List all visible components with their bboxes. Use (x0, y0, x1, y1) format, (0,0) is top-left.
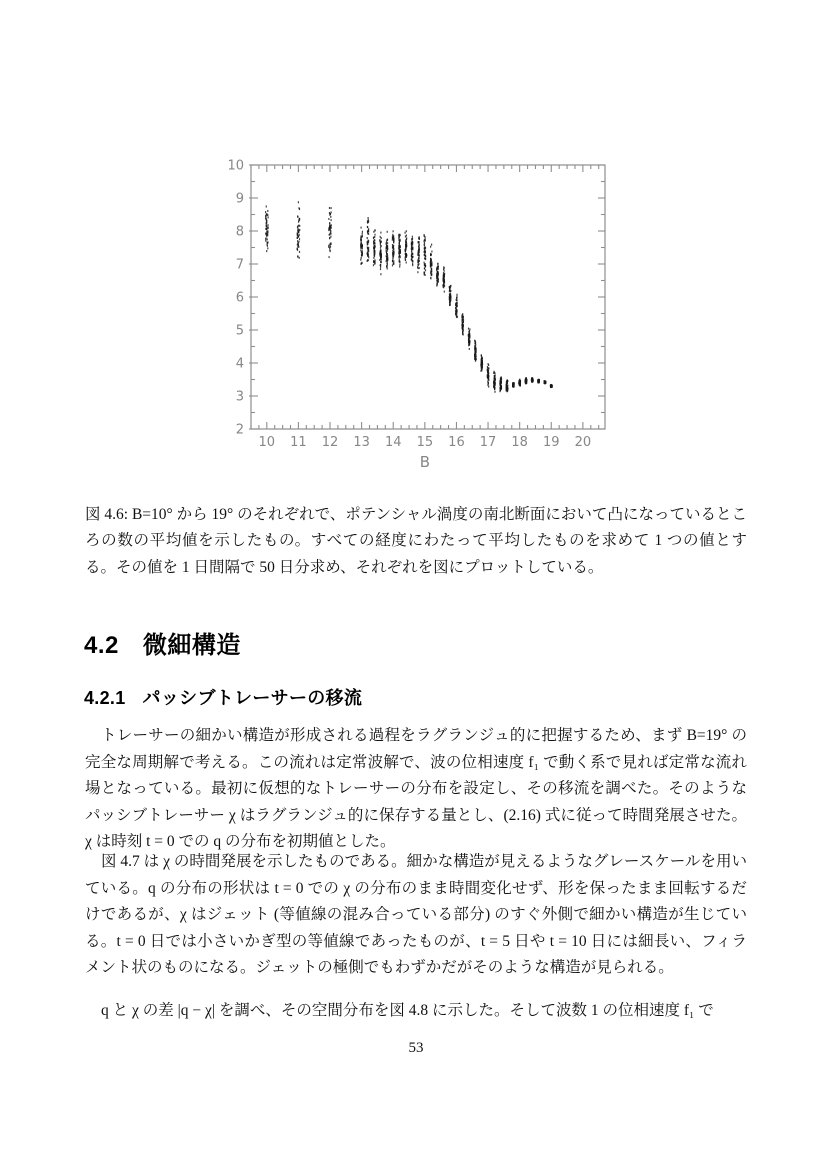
svg-text:9: 9 (235, 191, 244, 207)
svg-text:5: 5 (235, 323, 244, 339)
subsection-heading (84, 684, 362, 710)
svg-text:11: 11 (290, 435, 307, 450)
svg-text:4: 4 (235, 356, 244, 372)
figure-caption: 図 4.6: B=10° から 19° のそれぞれで、ポテンシャル渦度の南北断面において凸になっているところの数の平均値を示したもの。すべての経度にわたって平均したものを求めて 1 つの値とする。その値を 1 日間隔で 50 日分求め、それぞれを図にプロットしている。 (85, 506, 747, 576)
svg-text:13: 13 (353, 435, 370, 450)
body-paragraph-3: q と χ の差 |q − χ| を調べ、その空間分布を図 4.8 に示した。そして波数 1 の位相速度 f₁ で (101, 1002, 714, 1019)
svg-text:10: 10 (227, 158, 244, 174)
svg-text:2: 2 (235, 422, 244, 438)
svg-text:15: 15 (416, 435, 434, 450)
body-paragraph-1: トレーサーの細かい構造が形成される過程をラグランジュ的に把握するため、まず B=19° の完全な周期解で考える。この流れは定常波解で、波の位相速度 f₁ で動く系で見れば定常な流れ場となっている。最初に仮想的なトレーサーの分布を設定し、その移流を調べた。そのようなパッシブトレーサー χ はラグランジュ的に保存する量とし、(2.16) 式に従って時間発展させた。χ は時刻 t = 0 での q の分布を初期値とした。 (85, 727, 747, 851)
scatter-plot (225, 148, 625, 478)
svg-text:20: 20 (574, 435, 592, 450)
body-paragraph-2: 図 4.7 は χ の時間発展を示したものである。細かな構造が見えるようなグレースケールを用いている。q の分布の形状は t = 0 での χ の分布のまま時間変化せず、形を保ったまま回転するだけであるが、χ はジェット (等値線の混み合っている部分) のすぐ外側で細かい構造が生じている。t = 0 日では小さいかぎ型の等値線であったものが、t = 5 日や t = 10 日には細長い、フィラメント状のものになる。ジェットの極側でもわずかだがそのような構造が見られる。 (85, 853, 747, 977)
svg-text:B: B (419, 453, 430, 471)
subsection-title: パッシブトレーサーの移流 (142, 688, 363, 708)
svg-text:6: 6 (235, 290, 244, 306)
svg-text:16: 16 (448, 435, 465, 450)
section-title: 微細構造 (142, 632, 241, 659)
svg-text:8: 8 (235, 224, 244, 240)
section-number: 4.2 (84, 632, 119, 659)
svg-text:19: 19 (542, 435, 560, 450)
svg-text:14: 14 (384, 435, 402, 450)
svg-text:3: 3 (235, 389, 244, 405)
svg-text:18: 18 (511, 435, 528, 450)
svg-text:7: 7 (235, 257, 244, 273)
svg-text:12: 12 (321, 435, 339, 450)
svg-text:17: 17 (479, 435, 497, 450)
section-heading (84, 625, 241, 660)
figure-4-6 (225, 148, 625, 478)
svg-text:10: 10 (258, 435, 276, 450)
page-number: 53 (408, 1040, 424, 1056)
subsection-number: 4.2.1 (84, 688, 126, 708)
